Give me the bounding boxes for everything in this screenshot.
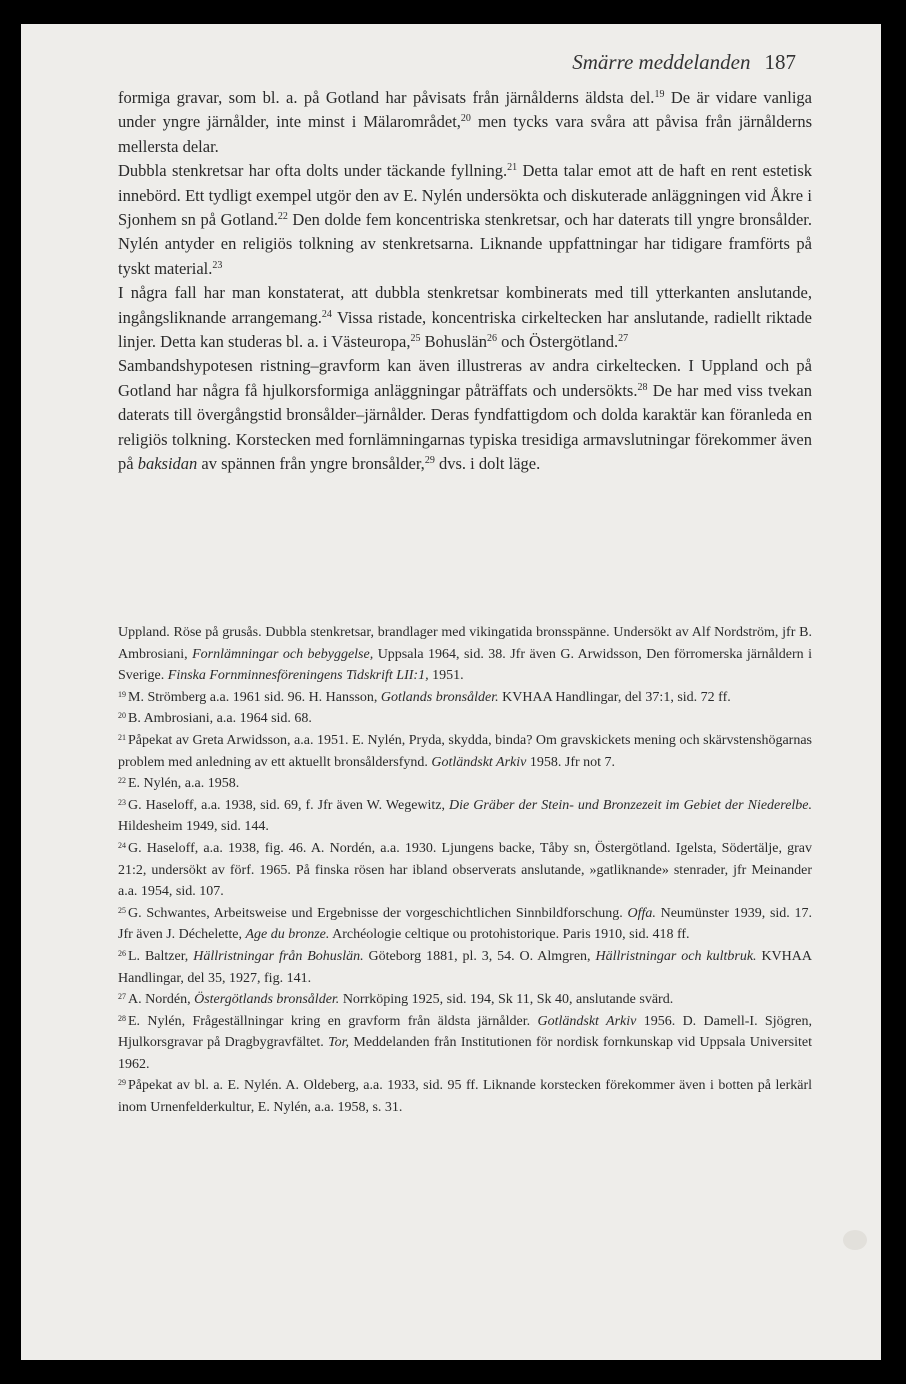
footnote — [118, 838, 812, 903]
text-run: M. Strömberg a.a. 1961 sid. 96. H. Hansson, — [128, 689, 381, 705]
footnote-number: 21 — [118, 732, 126, 742]
text-run: av spännen från yngre bronsålder, — [197, 454, 425, 474]
italic-text: baksidan — [137, 454, 198, 474]
footnote-ref: 22 — [277, 211, 288, 223]
footnote-number: 28 — [118, 1013, 126, 1023]
text-run: E. Nylén, a.a. 1958. — [128, 776, 240, 792]
footnote-ref: 29 — [424, 455, 435, 467]
italic-text: Die Gräber der Stein- und Bronzezeit im Gebiet der Niederelbe. — [449, 797, 813, 813]
body-text — [118, 86, 812, 477]
text-run: 1958. Jfr not 7. — [526, 754, 616, 770]
footnote-number: 27 — [118, 992, 126, 1002]
footnote — [118, 1011, 812, 1076]
text-run: 1956. D. Damell-I. Sjögren, Hjulkorsgravar på Dragbygravfältet. — [118, 1013, 812, 1051]
footnote-number: 26 — [118, 948, 126, 958]
text-run: men tycks vara svåra att påvisa från järnålderns mellersta delar. — [118, 112, 813, 156]
footnote-number: 23 — [118, 797, 126, 807]
text-run: A. Nordén, — [128, 992, 195, 1008]
italic-text: Hällristningar och kultbruk. — [595, 948, 757, 964]
paragraph — [118, 354, 812, 476]
text-run: Vissa ristade, koncentriska cirkeltecken har anslutande, radiellt riktade linjer. Detta kan studeras bl. a. i Västeuropa, — [118, 307, 812, 352]
text-run: Påpekat av bl. a. E. Nylén. A. Oldeberg, a.a. 1933, sid. 95 ff. Liknande korstecken förekommer även i botten på lerkärl inom Urnenfelderkultur, E. Nylén, a.a. 1958, s. 31. — [118, 1078, 812, 1116]
text-run: Uppland. Röse på grusås. Dubbla stenkretsar, brandlager med vikingatida bronsspänne. Undersökt av Alf Nordström, jfr B. Ambrosiani, — [118, 625, 812, 662]
italic-text: Östergötlands bronsålder. — [194, 992, 340, 1008]
book-page — [21, 24, 881, 1360]
text-run: De är vidare vanliga under yngre järnålder, inte minst i Mälarområdet, — [118, 88, 812, 132]
italic-text: Offa. — [627, 905, 656, 921]
page-smudge — [843, 1230, 867, 1250]
footnote-number: 29 — [118, 1078, 126, 1088]
text-run: Meddelanden från Institutionen för nordisk fornkunskap vid Uppsala Universitet 1962. — [118, 1035, 812, 1072]
italic-text: Tor, — [328, 1035, 350, 1051]
text-run: Archéologie celtique ou protohistorique. Paris 1910, sid. 418 ff. — [329, 927, 690, 943]
text-run: 1951. — [428, 668, 464, 684]
text-run: dvs. i dolt läge. — [434, 454, 541, 474]
paragraph — [118, 86, 812, 159]
paragraph — [118, 159, 812, 281]
text-run: G. Schwantes, Arbeitsweise und Ergebnisse der vorgeschichtlichen Sinnbildforschung. — [128, 905, 628, 921]
footnote-number: 19 — [118, 689, 126, 699]
text-run: Norrköping 1925, sid. 194, Sk 11, Sk 40, anslutande svärd. — [339, 992, 674, 1008]
footnote-number: 25 — [118, 905, 126, 915]
text-run: I några fall har man konstaterat, att dubbla stenkretsar kombinerats med till ytterkanten anslutande, ingångsliknande arrangemang. — [118, 283, 812, 327]
running-title: Smärre meddelanden — [572, 50, 751, 74]
text-run: Den dolde fem koncentriska stenkretsar, och har daterats till yngre bronsålder. Nylén antyder en religiös tolkning av stenkretsarna. Liknande uppfattningar har tidigare framförts på tyskt material. — [118, 210, 812, 278]
text-run: Sambandshypotesen ristning–gravform kan även illustreras av andra cirkeltecken. I Uppland och på Gotland har några få hjulkorsformiga anläggningar påträffats och undersökts. — [118, 356, 812, 400]
footnote — [118, 1075, 812, 1118]
footnote — [118, 622, 812, 687]
text-run: formiga gravar, som bl. a. på Gotland har påvisats från järnålderns äldsta del. — [118, 88, 655, 107]
text-run: KVHAA Handlingar, del 37:1, sid. 72 ff. — [498, 689, 731, 705]
footnote — [118, 989, 812, 1011]
footnote-ref: 25 — [410, 333, 421, 345]
text-run: G. Haseloff, a.a. 1938, sid. 69, f. Jfr även W. Wegewitz, — [128, 797, 450, 813]
footnote-ref: 28 — [637, 381, 648, 393]
footnotes — [118, 622, 812, 1119]
text-run: Neumünster 1939, sid. 17. Jfr även J. Déchelette, — [118, 905, 813, 943]
italic-text: Gotländskt Arkiv — [537, 1013, 637, 1029]
text-run: B. Ambrosiani, a.a. 1964 sid. 68. — [128, 711, 312, 727]
footnote-number: 20 — [118, 711, 126, 721]
text-run: E. Nylén, Frågeställningar kring en gravform från äldsta järnålder. — [128, 1013, 538, 1029]
italic-text: Gotländskt Arkiv — [431, 754, 527, 770]
footnote-ref: 24 — [321, 308, 332, 320]
footnote — [118, 946, 812, 989]
text-run: Bohuslän — [420, 332, 487, 352]
footnote-ref: 27 — [618, 333, 629, 345]
italic-text: Gotlands bronsålder. — [380, 689, 499, 705]
footnote-ref: 20 — [460, 113, 471, 125]
footnote-number: 22 — [118, 776, 126, 786]
running-header — [21, 50, 796, 75]
footnote-ref: 26 — [486, 333, 497, 345]
footnote-ref: 21 — [507, 162, 518, 174]
text-run: Detta talar emot att de haft en rent estetisk innebörd. Ett tydligt exempel utgör den av E. Nylén undersökta och diskuterade anläggningen vid Åkre i Sjonhem sn på Gotland. — [118, 161, 812, 230]
footnote — [118, 687, 812, 709]
text-run: Göteborg 1881, pl. 3, 54. O. Almgren, — [363, 948, 596, 964]
text-run: Dubbla stenkretsar har ofta dolts under täckande fyllning. — [118, 161, 508, 181]
paragraph — [118, 281, 812, 354]
footnote — [118, 795, 812, 838]
italic-text: Hällristningar från Bohuslän. — [193, 948, 364, 964]
footnote — [118, 730, 812, 773]
footnote-number: 24 — [118, 840, 126, 850]
footnote — [118, 708, 812, 730]
text-run: De har med viss tvekan daterats till övergångstid bronsålder–järnålder. Deras fyndfattigdom och dolda karaktär kan föranleda en religiös tolkning. Korstecken med fornlämningarnas typiska tresidiga armavslutningar förekommer även på — [118, 380, 812, 474]
footnote-ref: 19 — [654, 89, 665, 100]
text-run: Uppsala 1964, sid. 38. Jfr även G. Arwidsson, Den förromerska järnåldern i Sverige. — [118, 646, 813, 684]
italic-text: Finska Fornminnesföreningens Tidskrift LII:1, — [167, 668, 429, 684]
italic-text: Fornlämningar och bebyggelse, — [192, 646, 374, 662]
footnote-ref: 23 — [212, 259, 223, 271]
footnote — [118, 773, 812, 795]
text-run: KVHAA Handlingar, del 35, 1927, fig. 141. — [118, 948, 812, 986]
footnote — [118, 903, 812, 946]
italic-text: Age du bronze. — [245, 927, 330, 943]
text-run: och Östergötland. — [496, 332, 619, 352]
text-run: Påpekat av Greta Arwidsson, a.a. 1951. E. Nylén, Pryda, skydda, binda? Om gravskickets mening och skärvstenshögarnas problem med anledning av ett aktuellt bronsåldersfynd. — [118, 732, 812, 770]
text-run: L. Baltzer, — [128, 948, 194, 964]
text-run: G. Haseloff, a.a. 1938, fig. 46. A. Nordén, a.a. 1930. Ljungens backe, Tåby sn, Östergötland. Igelsta, Södertälje, grav 21:2, undersökt av förf. 1965. På finska rösen har ibland observerats anslutande, »gatliknande» stenrader, jfr Meinander a.a. 1954, sid. 107. — [118, 840, 812, 900]
text-run: Hildesheim 1949, sid. 144. — [118, 819, 269, 835]
page-number: 187 — [764, 50, 796, 74]
